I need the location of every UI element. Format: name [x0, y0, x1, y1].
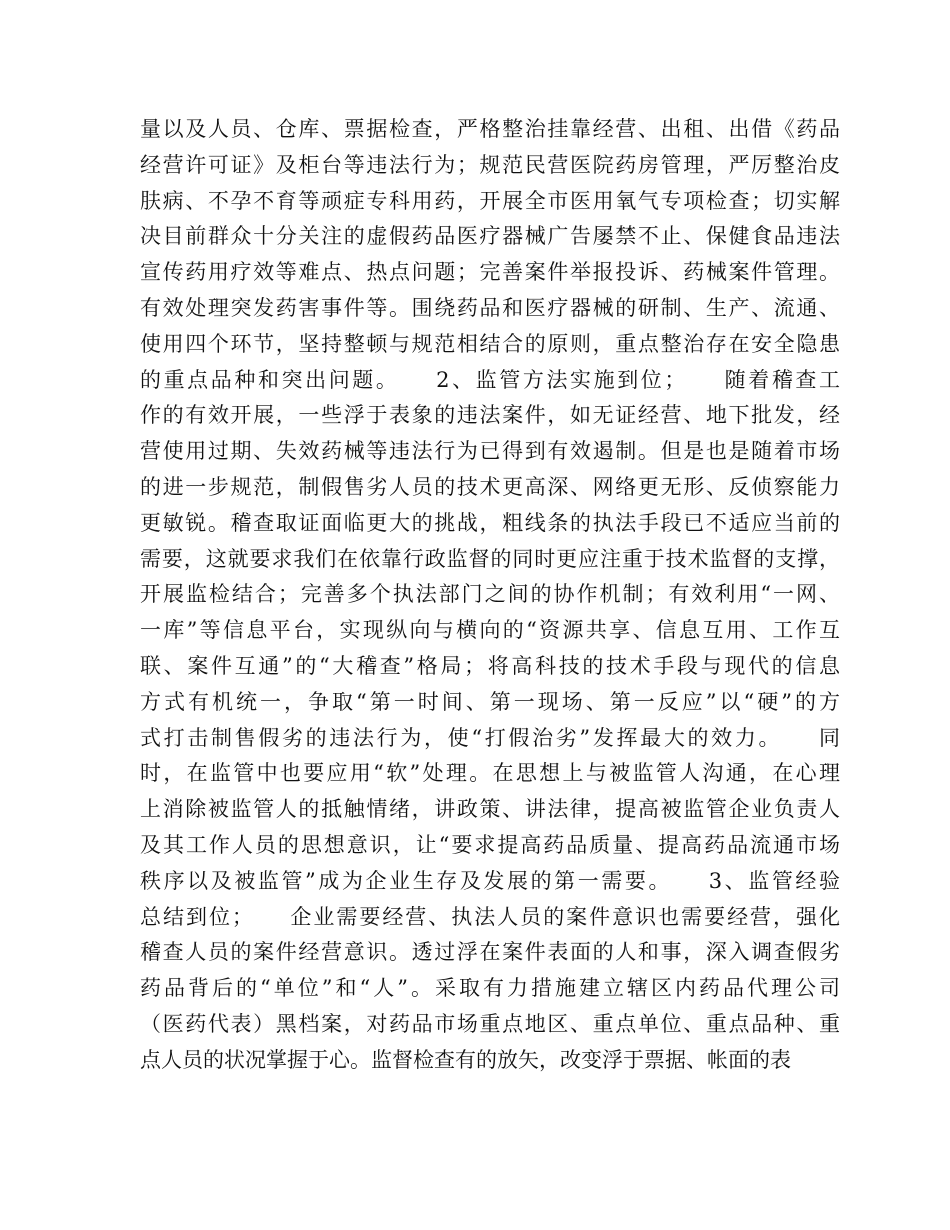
text-line: 秩序以及被监管”成为企业生存及发展的第一需要。 3、监管经验	[140, 868, 840, 893]
text-line: 稽查人员的案件经营意识。透过浮在案件表面的人和事，深入调查假劣	[140, 940, 840, 965]
text-line: 肤病、不孕不育等顽症专科用药，开展全市医用氧气专项检查；切实解	[140, 188, 840, 213]
text-line: （医药代表）黑档案，对药品市场重点地区、重点单位、重点品种、重	[140, 1011, 840, 1036]
text-line: 点人员的状况掌握于心。监督检查有的放矢，改变浮于票据、帐面的表	[140, 1047, 791, 1072]
text-line: 药品背后的“单位”和“人”。采取有力措施建立辖区内药品代理公司	[140, 976, 840, 1001]
text-line: 更敏锐。稽查取证面临更大的挑战，粗线条的执法手段已不适应当前的	[140, 510, 840, 535]
text-line: 方式有机统一，争取“第一时间、第一现场、第一反应”以“硬”的方	[140, 689, 840, 714]
text-line: 宣传药用疗效等难点、热点问题；完善案件举报投诉、药械案件管理。	[140, 260, 840, 285]
body-text	[140, 112, 840, 1079]
text-line: 量以及人员、仓库、票据检查，严格整治挂靠经营、出租、出借《药品	[140, 117, 840, 141]
text-line: 式打击制售假劣的违法行为，使“打假治劣”发挥最大的效力。 同	[140, 725, 840, 750]
text-line: 经营许可证》及柜台等违法行为；规范民营医院药房管理，严厉整治皮	[140, 152, 840, 177]
text-line: 的重点品种和突出问题。 2、监管方法实施到位； 随着稽查工	[140, 367, 840, 392]
text-line: 有效处理突发药害事件等。围绕药品和医疗器械的研制、生产、流通、	[140, 295, 840, 320]
text-line: 一库”等信息平台，实现纵向与横向的“资源共享、信息互用、工作互	[140, 618, 840, 643]
text-line: 总结到位； 企业需要经营、执法人员的案件意识也需要经营，强化	[140, 904, 840, 929]
text-line: 需要，这就要求我们在依靠行政监督的同时更应注重于技术监督的支撑，	[140, 546, 840, 571]
text-line: 时，在监管中也要应用“软”处理。在思想上与被监管人沟通，在心理	[140, 761, 840, 786]
text-line: 开展监检结合；完善多个执法部门之间的协作机制；有效利用“一网、	[140, 582, 840, 607]
text-line: 决目前群众十分关注的虚假药品医疗器械广告屡禁不止、保健食品违法	[140, 224, 840, 249]
text-line: 的进一步规范，制假售劣人员的技术更高深、网络更无形、反侦察能力	[140, 474, 840, 499]
text-line: 上消除被监管人的抵触情绪，讲政策、讲法律，提高被监管企业负责人	[140, 797, 840, 822]
text-line: 作的有效开展，一些浮于表象的违法案件，如无证经营、地下批发，经	[140, 403, 840, 428]
text-line: 联、案件互通”的“大稽查”格局；将高科技的技术手段与现代的信息	[140, 653, 840, 678]
text-line: 使用四个环节，坚持整顿与规范相结合的原则，重点整治存在安全隐患	[140, 331, 840, 356]
text-line: 及其工作人员的思想意识，让“要求提高药品质量、提高药品流通市场	[140, 832, 840, 857]
text-line: 营使用过期、失效药械等违法行为已得到有效遏制。但是也是随着市场	[140, 439, 840, 464]
